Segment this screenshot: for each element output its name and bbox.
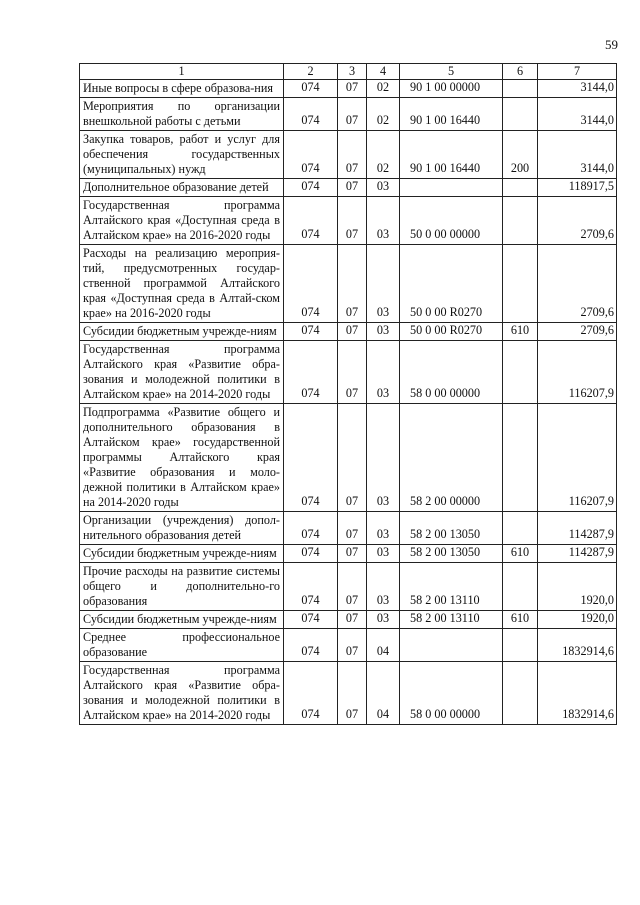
table-row [80,611,617,629]
cell-ministry-code: 074 [284,512,338,545]
cell-target-code [400,629,503,662]
cell-ministry-code: 074 [284,197,338,245]
row-name: Мероприятия по организации внешкольной работы с детьми [80,98,284,131]
cell-amount: 1832914,6 [538,629,617,662]
cell-amount: 3144,0 [538,131,617,179]
cell-ministry-code: 074 [284,545,338,563]
cell-amount: 1832914,6 [538,662,617,725]
cell-target-code: 50 0 00 00000 [400,197,503,245]
row-name: Государственная программа Алтайского края «Развитие обра-зования и молодежной политики в Алтайском крае» на 2014-2020 годы [80,662,284,725]
cell-subsection: 03 [367,323,400,341]
table-row [80,341,617,404]
cell-ministry-code: 074 [284,323,338,341]
cell-amount: 2709,6 [538,245,617,323]
cell-section: 07 [338,404,367,512]
row-name: Подпрограмма «Развитие общего и дополнительного образования в Алтайском крае» государственной программы Алтайского края «Развитие образования и моло-дежной политики в Алтайском крае» на 2014-2020 годы [80,404,284,512]
cell-expense-type [503,179,538,197]
table-row [80,662,617,725]
cell-expense-type [503,662,538,725]
cell-amount: 1920,0 [538,611,617,629]
table-row [80,545,617,563]
cell-expense-type [503,80,538,98]
table-row [80,245,617,323]
page-number: 59 [605,37,618,52]
table-row [80,98,617,131]
header-cell-2: 2 [284,64,338,80]
cell-section: 07 [338,512,367,545]
cell-expense-type: 200 [503,131,538,179]
cell-target-code: 58 2 00 13110 [400,563,503,611]
cell-subsection: 03 [367,404,400,512]
cell-section: 07 [338,98,367,131]
row-name: Государственная программа Алтайского края «Развитие обра-зования и молодежной политики в Алтайском крае» на 2014-2020 годы [80,341,284,404]
cell-ministry-code: 074 [284,80,338,98]
cell-amount: 1920,0 [538,563,617,611]
cell-target-code [400,179,503,197]
cell-subsection: 02 [367,98,400,131]
cell-subsection: 03 [367,545,400,563]
budget-table [79,63,617,725]
header-cell-4: 4 [367,64,400,80]
cell-subsection: 04 [367,662,400,725]
header-cell-1: 1 [80,64,284,80]
cell-target-code: 58 2 00 13050 [400,545,503,563]
cell-subsection: 04 [367,629,400,662]
cell-expense-type [503,245,538,323]
table-row [80,323,617,341]
cell-subsection: 03 [367,179,400,197]
row-name: Иные вопросы в сфере образова-ния [80,80,284,98]
cell-subsection: 03 [367,245,400,323]
table-row [80,197,617,245]
cell-expense-type [503,341,538,404]
cell-ministry-code: 074 [284,245,338,323]
cell-section: 07 [338,197,367,245]
header-cell-5: 5 [400,64,503,80]
cell-target-code: 58 0 00 00000 [400,341,503,404]
cell-amount: 116207,9 [538,341,617,404]
table-row [80,563,617,611]
cell-target-code: 90 1 00 16440 [400,98,503,131]
cell-section: 07 [338,245,367,323]
cell-section: 07 [338,80,367,98]
row-name: Расходы на реализацию мероприя-тий, предусмотренных государ-ственной программой Алтайского края «Доступная среда в Алтай-ском крае» на 2016-2020 годы [80,245,284,323]
cell-section: 07 [338,629,367,662]
cell-expense-type [503,197,538,245]
cell-expense-type: 610 [503,545,538,563]
cell-ministry-code: 074 [284,98,338,131]
cell-ministry-code: 074 [284,563,338,611]
table-row [80,179,617,197]
cell-subsection: 03 [367,563,400,611]
cell-target-code: 50 0 00 R0270 [400,323,503,341]
table-row [80,512,617,545]
cell-target-code: 50 0 00 R0270 [400,245,503,323]
cell-ministry-code: 074 [284,662,338,725]
row-name: Закупка товаров, работ и услуг для обеспечения государственных (муниципальных) нужд [80,131,284,179]
cell-expense-type: 610 [503,323,538,341]
table-row [80,131,617,179]
row-name: Государственная программа Алтайского края «Доступная среда в Алтайском крае» на 2016-2020 годы [80,197,284,245]
cell-section: 07 [338,323,367,341]
cell-target-code: 90 1 00 00000 [400,80,503,98]
cell-expense-type [503,98,538,131]
cell-section: 07 [338,662,367,725]
row-name: Субсидии бюджетным учрежде-ниям [80,323,284,341]
cell-subsection: 02 [367,80,400,98]
table-row [80,404,617,512]
cell-amount: 2709,6 [538,197,617,245]
cell-subsection: 03 [367,341,400,404]
header-cell-7: 7 [538,64,617,80]
cell-ministry-code: 074 [284,179,338,197]
header-cell-3: 3 [338,64,367,80]
cell-expense-type [503,404,538,512]
cell-section: 07 [338,131,367,179]
cell-ministry-code: 074 [284,611,338,629]
cell-ministry-code: 074 [284,629,338,662]
cell-ministry-code: 074 [284,404,338,512]
header-cell-6: 6 [503,64,538,80]
cell-target-code: 58 2 00 13050 [400,512,503,545]
cell-subsection: 03 [367,611,400,629]
header-row [80,64,617,80]
cell-section: 07 [338,611,367,629]
table-row [80,629,617,662]
cell-expense-type [503,512,538,545]
cell-amount: 118917,5 [538,179,617,197]
row-name: Дополнительное образование детей [80,179,284,197]
cell-amount: 3144,0 [538,98,617,131]
cell-target-code: 90 1 00 16440 [400,131,503,179]
cell-ministry-code: 074 [284,131,338,179]
cell-target-code: 58 0 00 00000 [400,662,503,725]
cell-amount: 114287,9 [538,512,617,545]
cell-subsection: 03 [367,197,400,245]
cell-section: 07 [338,341,367,404]
cell-subsection: 03 [367,512,400,545]
row-name: Прочие расходы на развитие системы общего и дополнительно-го образования [80,563,284,611]
cell-subsection: 02 [367,131,400,179]
cell-expense-type [503,563,538,611]
cell-expense-type: 610 [503,611,538,629]
cell-expense-type [503,629,538,662]
table-row [80,80,617,98]
cell-amount: 2709,6 [538,323,617,341]
cell-section: 07 [338,179,367,197]
row-name: Субсидии бюджетным учрежде-ниям [80,611,284,629]
cell-target-code: 58 2 00 00000 [400,404,503,512]
cell-section: 07 [338,563,367,611]
row-name: Субсидии бюджетным учрежде-ниям [80,545,284,563]
cell-amount: 114287,9 [538,545,617,563]
cell-amount: 3144,0 [538,80,617,98]
cell-section: 07 [338,545,367,563]
cell-target-code: 58 2 00 13110 [400,611,503,629]
table-body [80,80,617,725]
row-name: Организации (учреждения) допол-нительного образования детей [80,512,284,545]
row-name: Среднее профессиональное образование [80,629,284,662]
cell-amount: 116207,9 [538,404,617,512]
cell-ministry-code: 074 [284,341,338,404]
